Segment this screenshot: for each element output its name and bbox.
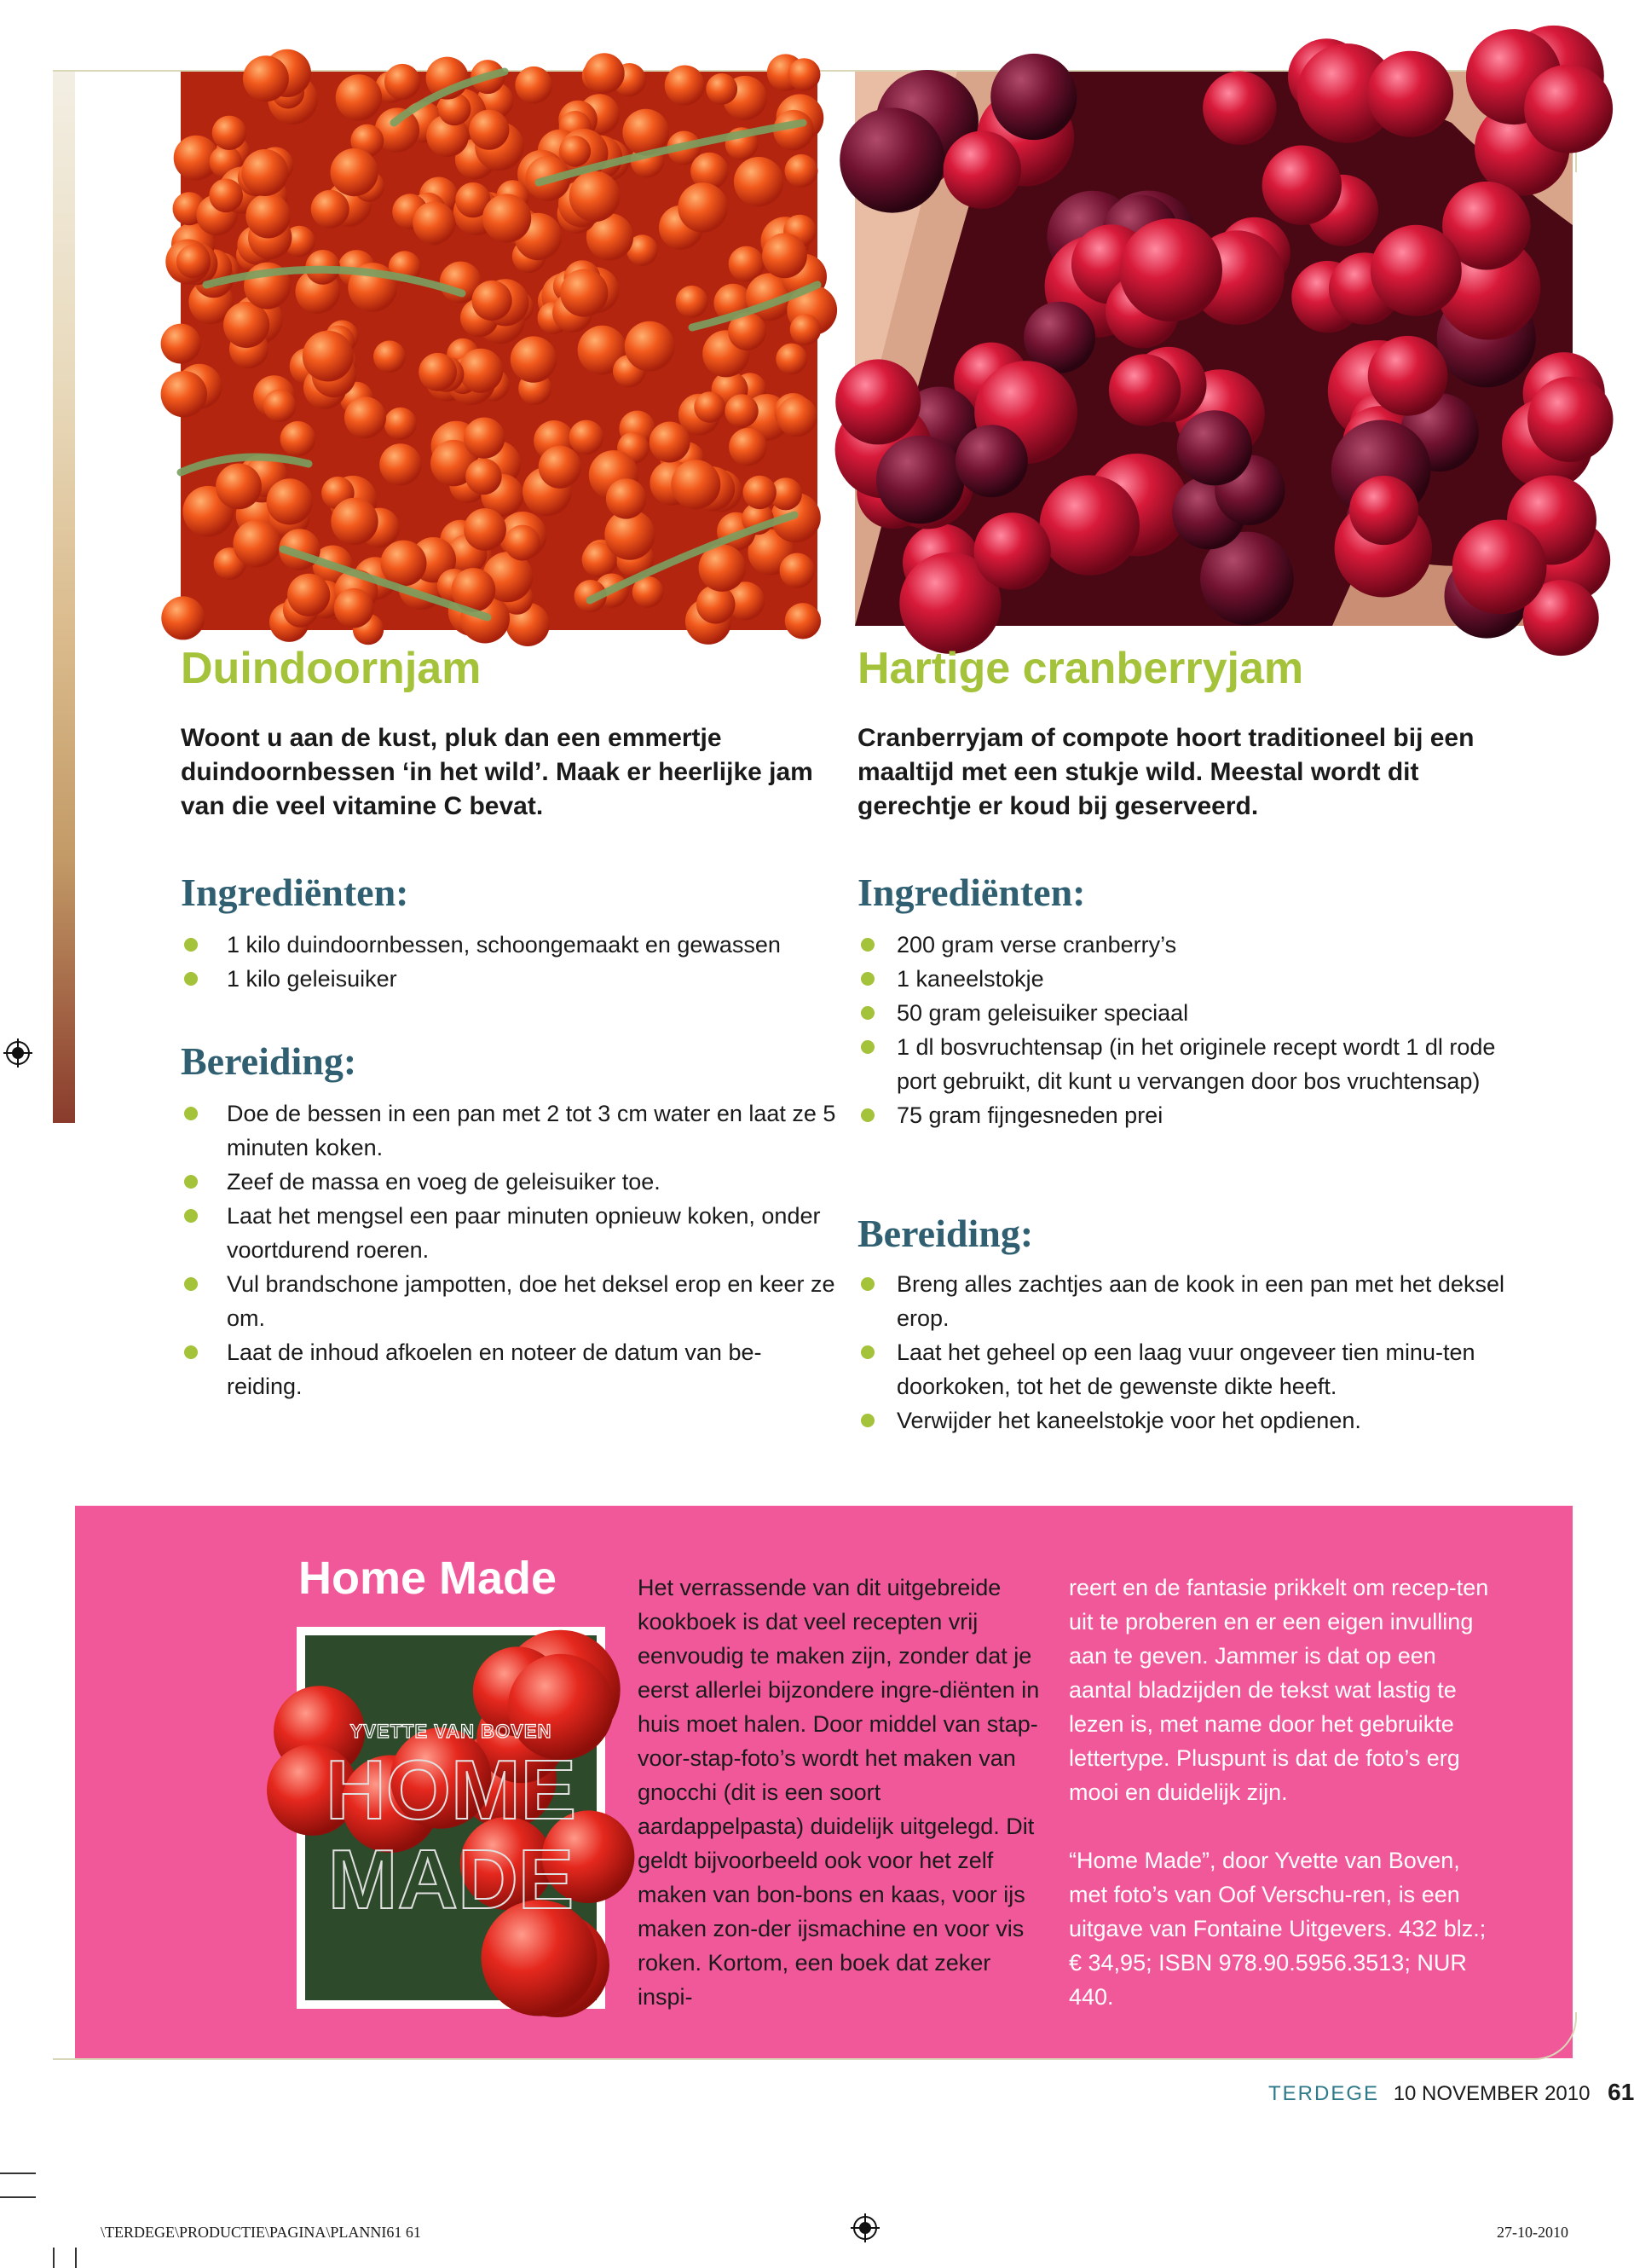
photo-texture xyxy=(569,420,604,455)
photo-texture xyxy=(469,110,509,150)
magazine-name: TERDEGE xyxy=(1268,2082,1380,2105)
photo-texture xyxy=(694,391,725,423)
photo-texture xyxy=(1349,476,1418,545)
page-footer xyxy=(1268,2079,1634,2106)
photo-texture xyxy=(569,171,621,223)
list-item: 200 gram verse cranberry’s xyxy=(857,928,1505,962)
photo-texture xyxy=(161,371,207,417)
photo-texture xyxy=(776,344,807,375)
crop-mark xyxy=(0,2196,36,2198)
photo-texture xyxy=(334,588,374,628)
review-text-1: Het verrassende van dit uitgebreide kookboek is dat veel recepten vrij eenvoudig te maken zijn, zonder dat je eerst allerlei bijzondere ingre-diënten in huis moet halen. Door middel van stap-voor-stap-foto’s wordt het maken van gnocchi (dit is een soort aardappelpasta) duidelijk uitgelegd. Dit geldt bijvoorbeeld ook voor het zelf maken van bon-bons en kaas, voor ijs maken zon-der ijsmachine en voor vis roken. Kortom, een boek dat zeker inspi- xyxy=(638,1575,1040,2010)
list-item: 50 gram geleisuiker speciaal xyxy=(857,996,1505,1030)
photo-texture xyxy=(505,525,540,561)
photo-texture xyxy=(303,331,354,382)
photo-texture xyxy=(1367,51,1453,137)
photo-texture xyxy=(243,55,289,101)
print-slug-path: \TERDEGE\PRODUCTIE\PAGINA\PLANNI61 61 xyxy=(101,2224,421,2241)
photo-texture xyxy=(212,116,246,150)
preparation-heading-right: Bereiding: xyxy=(857,1212,1034,1255)
photo-texture xyxy=(840,107,944,212)
photo-texture xyxy=(263,390,297,423)
issue-date: 10 NOVEMBER 2010 xyxy=(1393,2082,1591,2105)
photo-texture xyxy=(464,508,506,551)
list-item: Zeef de massa en voeg de geleisuiker toe. xyxy=(181,1165,837,1199)
photo-texture xyxy=(676,286,708,318)
recipe-title-duindoornjam: Duindoornjam xyxy=(181,644,482,693)
recipe-intro-duindoornjam: Woont u aan de kust, pluk dan een emmertje duindoornbessen ‘in het wild’. Maak er heerlijke jam van die veel vitamine C bevat. xyxy=(181,724,813,820)
photo-texture xyxy=(1109,354,1181,425)
review-column-2 xyxy=(1069,1571,1495,2014)
list-item: Vul brandschone jampotten, doe het deksel erop en keer ze om. xyxy=(181,1267,837,1335)
page-number: 61 xyxy=(1608,2079,1634,2105)
photo-texture xyxy=(956,425,1028,497)
photo-texture xyxy=(176,245,210,278)
list-item: Doe de bessen in een pan met 2 tot 3 cm water en laat ze 5 minuten koken. xyxy=(181,1096,837,1165)
crop-mark xyxy=(53,2248,55,2268)
photo-texture xyxy=(465,459,502,495)
ingredients-list-left xyxy=(181,928,846,996)
photo-texture xyxy=(788,58,820,90)
cover-title-line-2: MADE xyxy=(327,1832,574,1926)
photo-texture xyxy=(785,154,818,188)
crop-mark xyxy=(75,2248,77,2268)
photo-texture xyxy=(216,464,262,510)
list-item: 75 gram fijngesneden prei xyxy=(857,1098,1505,1132)
print-slug-date: 27-10-2010 xyxy=(1497,2224,1568,2241)
photo-texture xyxy=(209,179,243,213)
photo-texture xyxy=(311,190,349,229)
photo-texture xyxy=(373,340,406,373)
photo-texture xyxy=(734,157,783,206)
photo-texture xyxy=(1452,520,1547,615)
photo-texture xyxy=(876,436,965,524)
photo-texture xyxy=(515,67,552,104)
photo-texture xyxy=(511,336,557,382)
photo-texture xyxy=(1119,218,1222,321)
cover-title-line-1: HOME xyxy=(326,1743,576,1837)
photo-texture xyxy=(944,131,1021,209)
preparation-list-right xyxy=(857,1267,1505,1438)
photo-texture xyxy=(241,149,288,196)
photo-texture xyxy=(379,443,421,485)
list-item: 1 kaneelstokje xyxy=(857,962,1505,996)
photo-texture xyxy=(650,422,690,463)
left-page-edge-photo xyxy=(53,70,75,1123)
list-item: Verwijder het kaneelstokje voor het opdienen. xyxy=(857,1403,1505,1438)
photo-texture xyxy=(1177,410,1252,485)
photo-texture xyxy=(267,478,313,524)
sea-buckthorn-photo xyxy=(181,72,817,630)
photo-texture xyxy=(1368,336,1448,416)
photo-texture xyxy=(777,396,817,437)
photo-texture xyxy=(780,553,815,588)
photo-texture xyxy=(234,520,280,567)
photo-texture xyxy=(1371,225,1462,316)
ingredients-heading-right: Ingrediënten: xyxy=(857,871,1086,914)
photo-texture xyxy=(560,136,592,167)
photo-texture xyxy=(331,498,378,545)
recipe-intro-cranberryjam: Cranberryjam of compote hoort traditioneel bij een maaltijd met een stukje wild. Meestal wordt dit gerechtje er koud bij geserveerd. xyxy=(857,724,1475,820)
photo-texture xyxy=(539,446,581,489)
list-item: Laat de inhoud afkoelen en noteer de datum van be-reiding. xyxy=(181,1335,837,1403)
photo-texture xyxy=(161,324,201,364)
photo-texture xyxy=(384,64,420,100)
photo-texture xyxy=(384,408,417,440)
photo-texture xyxy=(665,66,705,106)
photo-texture xyxy=(331,148,378,196)
photo-texture xyxy=(606,478,646,518)
photo-texture xyxy=(706,73,737,105)
photo-texture xyxy=(725,394,758,427)
photo-texture xyxy=(1524,65,1613,153)
photo-texture xyxy=(1203,72,1276,145)
photo-texture xyxy=(835,359,921,444)
list-item: Laat het mengsel een paar minuten opnieuw koken, onder voortdurend roeren. xyxy=(181,1199,837,1267)
photo-texture xyxy=(743,476,777,509)
cranberry-photo xyxy=(855,72,1573,626)
bottom-rule xyxy=(53,2058,1532,2060)
photo-texture xyxy=(1040,475,1140,575)
photo-texture xyxy=(287,574,330,616)
photo-texture xyxy=(762,233,807,278)
review-text-2: reert en de fantasie prikkelt om recep-ten uit te proberen en er een eigen invulling aan te geven. Jammer is dat op een aantal bladzijden de tekst wat lastig te lezen is, met name door het gebruikte lettertype. Pluspunt is dat de foto’s erg mooi en duidelijk zijn. xyxy=(1069,1575,1489,1805)
list-item: Laat het geheel op een laag vuur ongeveer tien minu-ten doorkoken, tot het de gewenste dikte heeft. xyxy=(857,1335,1505,1403)
crop-mark xyxy=(0,2173,36,2174)
review-credits: “Home Made”, door Yvette van Boven, met foto’s van Oof Verschu-ren, is een uitgave van Fontaine Uitgevers. 432 blz.; € 34,95; ISBN 978.90.5956.3513; NUR 440. xyxy=(1069,1848,1487,2010)
photo-texture xyxy=(1527,377,1613,462)
photo-texture xyxy=(678,182,728,233)
photo-texture xyxy=(336,74,382,120)
book-cover xyxy=(297,1627,605,2009)
photo-texture xyxy=(1262,146,1342,225)
photo-texture xyxy=(413,201,455,244)
photo-texture xyxy=(974,512,1051,589)
list-item: Breng alles zachtjes aan de kook in een pan met het deksel erop. xyxy=(857,1267,1505,1335)
review-column-1 xyxy=(638,1571,1040,2014)
photo-texture xyxy=(785,603,821,639)
ingredients-heading-left: Ingrediënten: xyxy=(181,871,409,914)
photo-texture xyxy=(990,54,1077,140)
photo-texture xyxy=(671,460,720,509)
photo-texture xyxy=(625,321,675,372)
photo-texture xyxy=(472,281,512,321)
book-review-title: Home Made xyxy=(298,1553,557,1604)
photo-texture xyxy=(729,428,767,466)
recipe-title-cranberryjam: Hartige cranberryjam xyxy=(857,644,1304,693)
list-item: 1 dl bosvruchtensap (in het originele recept wordt 1 dl rode port gebruikt, dit kunt u vervangen door bos vruchtensap) xyxy=(857,1030,1505,1098)
photo-texture xyxy=(161,596,205,639)
registration-mark-icon xyxy=(3,1039,32,1067)
photo-texture xyxy=(344,396,386,438)
photo-texture xyxy=(790,314,821,344)
photo-texture xyxy=(696,585,736,624)
photo-texture xyxy=(280,421,316,457)
list-item: 1 kilo duindoornbessen, schoongemaakt en gewassen xyxy=(181,928,846,962)
photo-texture xyxy=(482,194,531,242)
preparation-heading-left: Bereiding: xyxy=(181,1039,357,1083)
photo-texture xyxy=(459,349,503,393)
ingredients-list-right xyxy=(857,928,1505,1132)
cover-author: YVETTE VAN BOVEN xyxy=(349,1721,552,1742)
registration-mark-icon xyxy=(851,2213,880,2242)
photo-texture xyxy=(381,541,427,587)
preparation-list-left xyxy=(181,1096,837,1403)
list-item: 1 kilo geleisuiker xyxy=(181,962,846,996)
photo-texture xyxy=(560,269,608,317)
photo-texture xyxy=(584,53,625,94)
photo-texture xyxy=(464,418,505,459)
photo-texture xyxy=(419,353,457,391)
photo-texture xyxy=(245,194,291,239)
